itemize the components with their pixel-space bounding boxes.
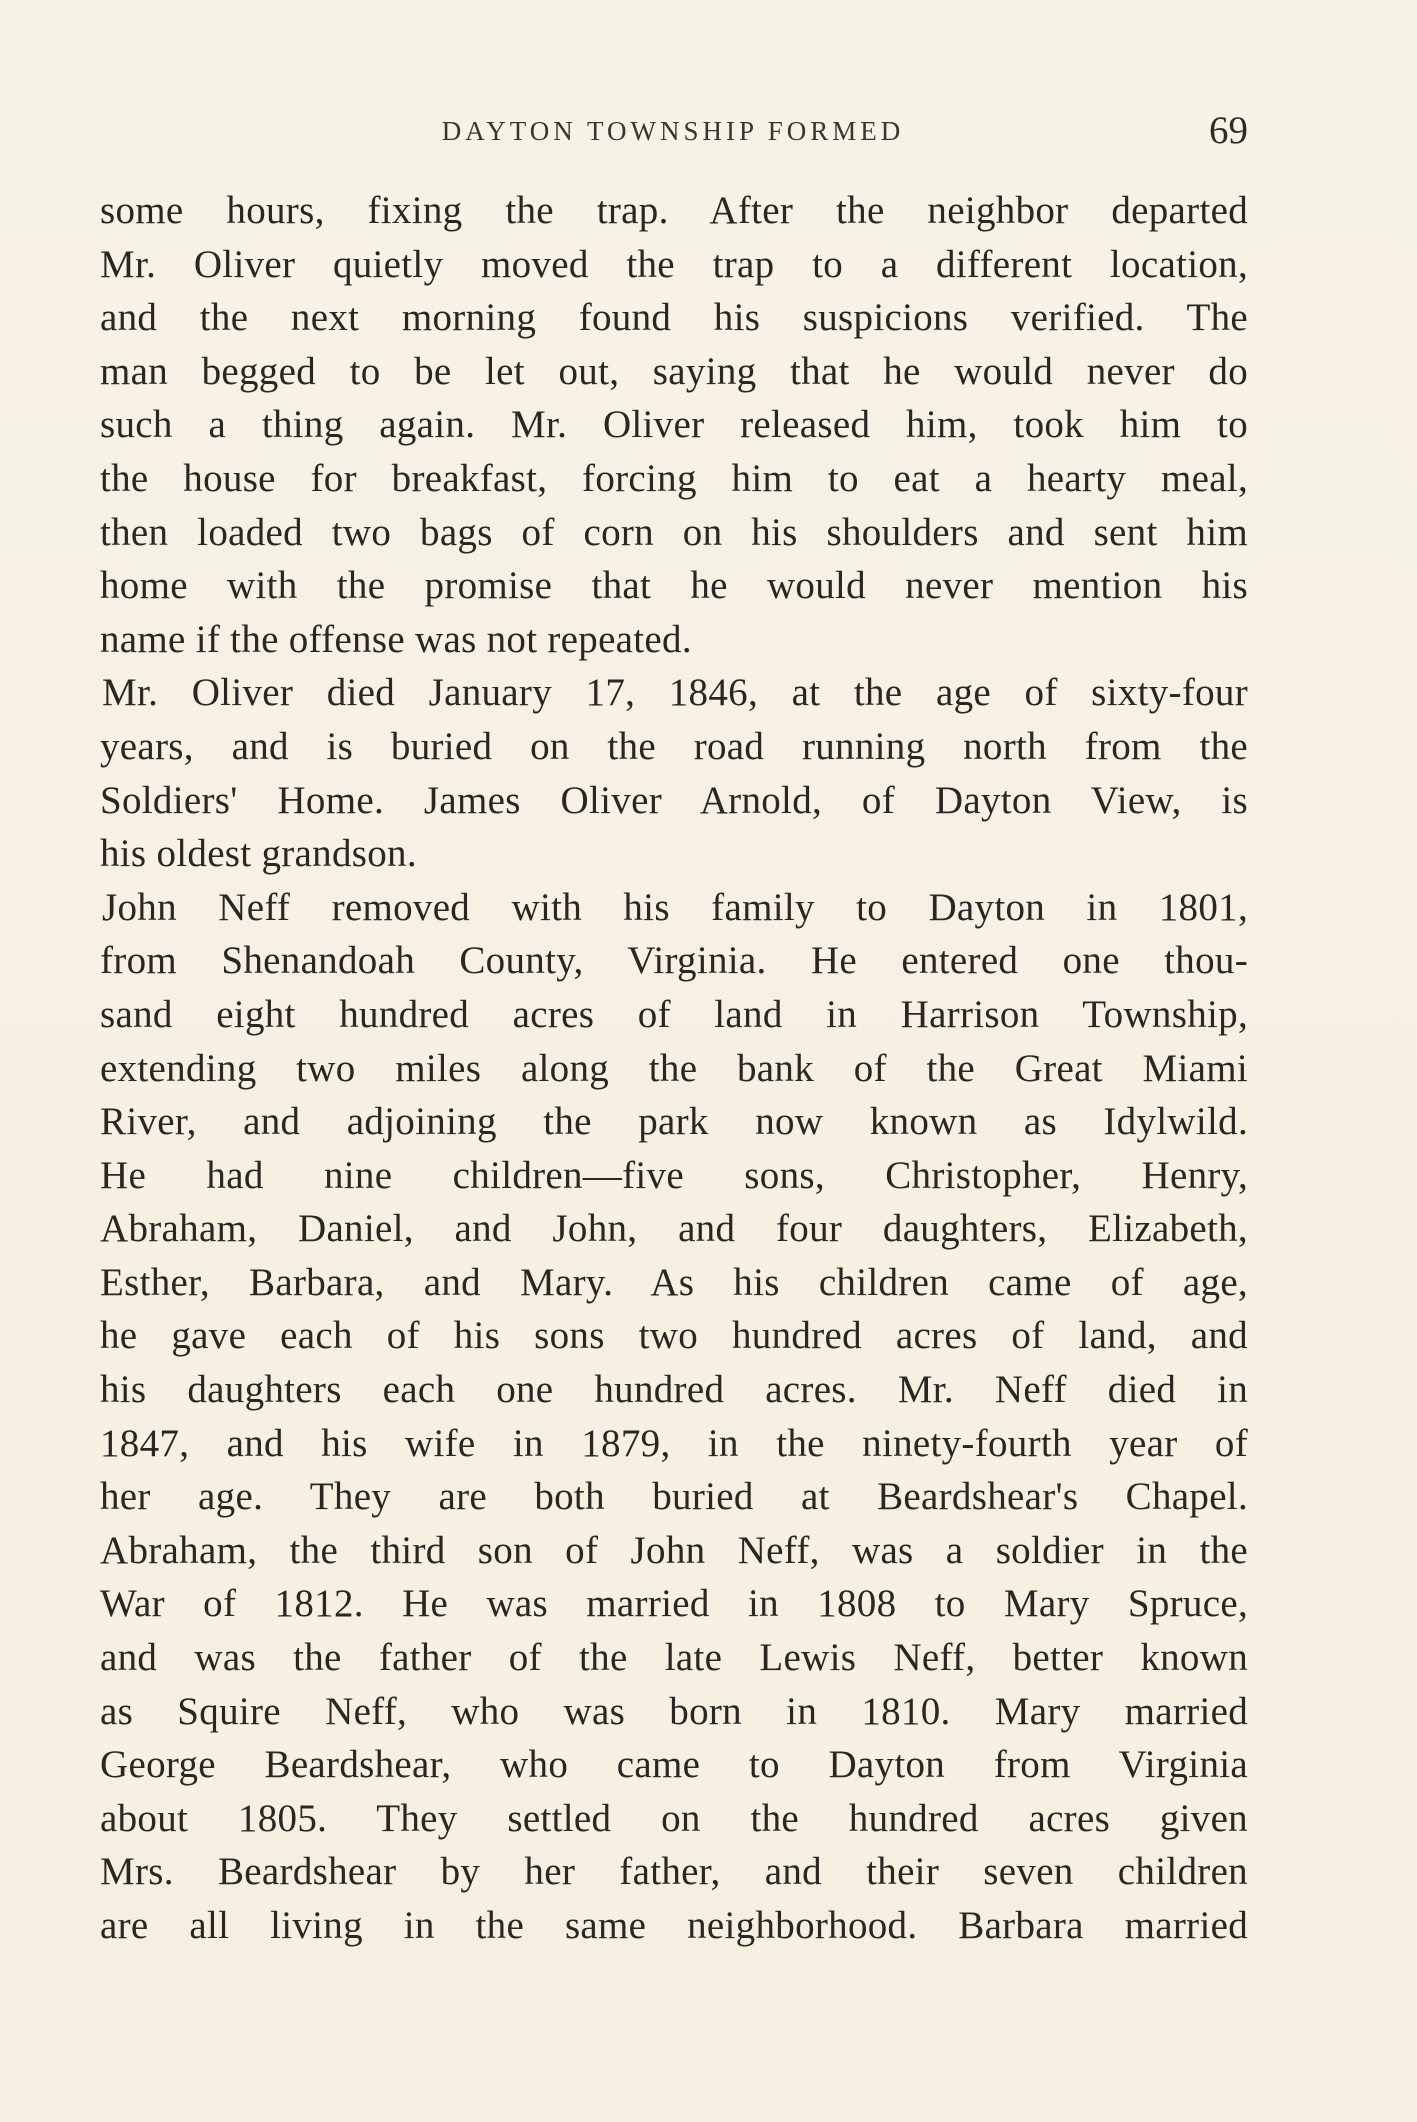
text-line: Mr. Oliver quietly moved the trap to a different location, — [100, 242, 1248, 286]
text-line: the house for breakfast, forcing him to eat a hearty meal, — [100, 456, 1248, 500]
page-number: 69 — [1209, 109, 1248, 152]
text-line: Mrs. Beardshear by her father, and their seven children — [100, 1850, 1248, 1894]
text-line: Abraham, Daniel, and John, and four daughters, Elizabeth, — [100, 1207, 1248, 1251]
text-line: his oldest grandson. — [100, 832, 417, 876]
text-line: then loaded two bags of corn on his shoulders and sent him — [100, 510, 1248, 554]
text-line: his daughters each one hundred acres. Mr. Neff died in — [100, 1368, 1248, 1412]
text-line: years, and is buried on the road running north from the — [100, 724, 1248, 768]
text-line: as Squire Neff, who was born in 1810. Mary married — [100, 1689, 1248, 1733]
text-line: extending two miles along the bank of the Great Miami — [100, 1046, 1248, 1090]
text-line: He had nine children—five sons, Christopher, Henry, — [100, 1153, 1248, 1197]
text-line: George Beardshear, who came to Dayton from Virginia — [100, 1743, 1248, 1787]
text-line: Abraham, the third son of John Neff, was a soldier in the — [100, 1528, 1248, 1572]
text-line: her age. They are both buried at Beardshear's Chapel. — [100, 1475, 1248, 1519]
text-line: sand eight hundred acres of land in Harrison Township, — [100, 992, 1248, 1036]
text-line: are all living in the same neighborhood. Barbara married — [100, 1904, 1248, 1947]
text-line: about 1805. They settled on the hundred acres given — [100, 1796, 1248, 1840]
text-line: and the next morning found his suspicions verified. The — [100, 296, 1248, 340]
body-text — [100, 184, 1248, 1953]
text-line: from Shenandoah County, Virginia. He entered one thou- — [100, 939, 1248, 983]
text-line: John Neff removed with his family to Dayton in 1801, — [102, 885, 1248, 929]
text-line: man begged to be let out, saying that he would never do — [100, 349, 1248, 393]
text-line: War of 1812. He was married in 1808 to Mary Spruce, — [100, 1582, 1248, 1626]
running-title: DAYTON TOWNSHIP FORMED — [441, 116, 905, 146]
text-line: Esther, Barbara, and Mary. As his children came of age, — [100, 1260, 1248, 1304]
text-line: name if the offense was not repeated. — [100, 617, 692, 661]
text-line: Soldiers' Home. James Oliver Arnold, of Dayton View, is — [100, 778, 1248, 822]
text-line: home with the promise that he would never mention his — [100, 564, 1248, 608]
text-line: Mr. Oliver died January 17, 1846, at the age of sixty-four — [102, 671, 1248, 715]
running-head — [98, 108, 1248, 160]
text-line: he gave each of his sons two hundred acres of land, and — [100, 1314, 1248, 1358]
text-line: such a thing again. Mr. Oliver released him, took him to — [100, 403, 1248, 447]
text-line: and was the father of the late Lewis Neff, better known — [100, 1636, 1248, 1680]
text-line: River, and adjoining the park now known as Idylwild. — [100, 1100, 1248, 1144]
text-line: 1847, and his wife in 1879, in the ninety-fourth year of — [100, 1421, 1248, 1465]
text-line: some hours, fixing the trap. After the neighbor departed — [100, 189, 1248, 232]
